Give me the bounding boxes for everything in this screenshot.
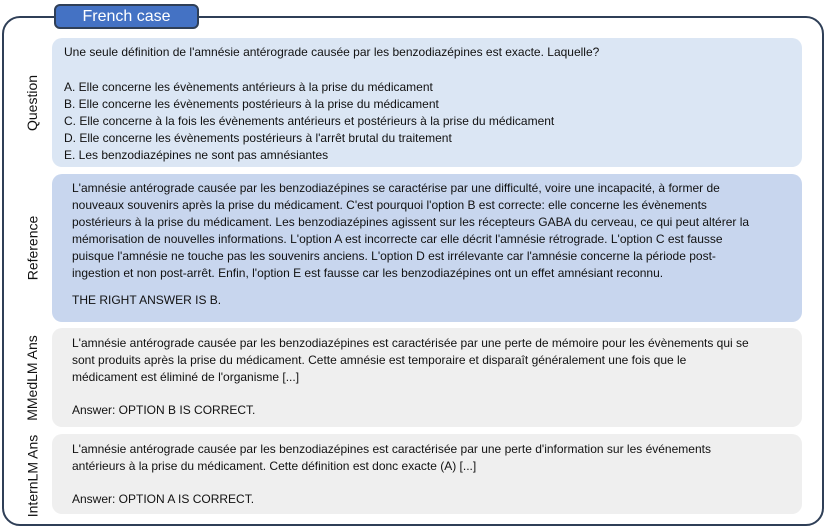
internlm-answer: Answer: OPTION A IS CORRECT. xyxy=(72,492,255,506)
internlm-line: L'amnésie antérograde causée par les benzodiazépines est caractérisée par une perte d'information sur les événements xyxy=(72,442,711,456)
question-option: B. Elle concerne les évènements postérieurs à la prise du médicament xyxy=(64,97,439,111)
reference-line: postérieurs à la prise du médicament. Les benzodiazépines agissent sur les récepteurs GABA du cerveau, ce qui peut altérer la xyxy=(72,215,750,229)
reference-line: L'amnésie antérograde causée par les benzodiazépines se caractérise par une difficulté, voire une incapacité, à former de xyxy=(72,181,720,195)
question-option: E. Les benzodiazépines ne sont pas amnésiantes xyxy=(64,148,329,162)
reference-label-wrap xyxy=(20,175,44,321)
internlm-label: InternLM Ans xyxy=(24,434,40,518)
reference-label: Reference xyxy=(24,215,40,281)
mmedlm-answer-box xyxy=(52,328,802,427)
mmedlm-label-wrap xyxy=(20,328,44,428)
mmedlm-answer: Answer: OPTION B IS CORRECT. xyxy=(72,403,256,417)
question-box xyxy=(52,38,802,167)
reference-box xyxy=(52,174,802,322)
reference-line: nouveaux souvenirs après la prise du médicament. C'est pourquoi l'option B est correcte: elle concerne les évènements xyxy=(72,198,707,212)
question-option: D. Elle concerne les évènements postérieurs à l'arrêt brutal du traitement xyxy=(64,131,452,145)
question-prompt: Une seule définition de l'amnésie antérograde causée par les benzodiazépines est exacte. Laquelle? xyxy=(64,45,600,59)
question-label-wrap xyxy=(20,40,44,166)
mmedlm-label: MMedLM Ans xyxy=(24,335,40,421)
mmedlm-line: sont produits après la prise du médicament. Cette amnésie est temporaire et disparaît généralement une fois que le xyxy=(72,353,687,367)
case-title: French case xyxy=(54,4,199,29)
reference-line: ingestion et non post-arrêt. Enfin, l'option E est fausse car les benzodiazépines ont un effet amnésiant reconnu. xyxy=(72,266,664,280)
question-option: C. Elle concerne à la fois les évènements antérieurs et postérieurs à la prise du médicament xyxy=(64,114,555,128)
internlm-line: antérieurs à la prise du médicament. Cette définition est donc exacte (A) [...] xyxy=(72,459,477,473)
mmedlm-line: médicament est éliminé de l'organisme [...] xyxy=(72,370,300,384)
internlm-answer-box xyxy=(52,434,802,514)
question-option: A. Elle concerne les évènements antérieurs à la prise du médicament xyxy=(64,80,433,94)
mmedlm-line: L'amnésie antérograde causée par les benzodiazépines est caractérisée par une perte de mémoire pour les évènements qui se xyxy=(72,336,749,350)
reference-line: puisque l'amnésie ne touche pas les souvenirs anciens. L'option D est irrélevante car l'amnésie concerne la période post- xyxy=(72,249,716,263)
reference-answer: THE RIGHT ANSWER IS B. xyxy=(72,293,222,307)
question-label: Question xyxy=(24,74,41,132)
internlm-label-wrap xyxy=(20,436,44,516)
reference-line: mémorisation de nouvelles informations. L'option A est incorrecte car elle décrit l'amnésie rétrograde. L'option C est fausse xyxy=(72,232,723,246)
